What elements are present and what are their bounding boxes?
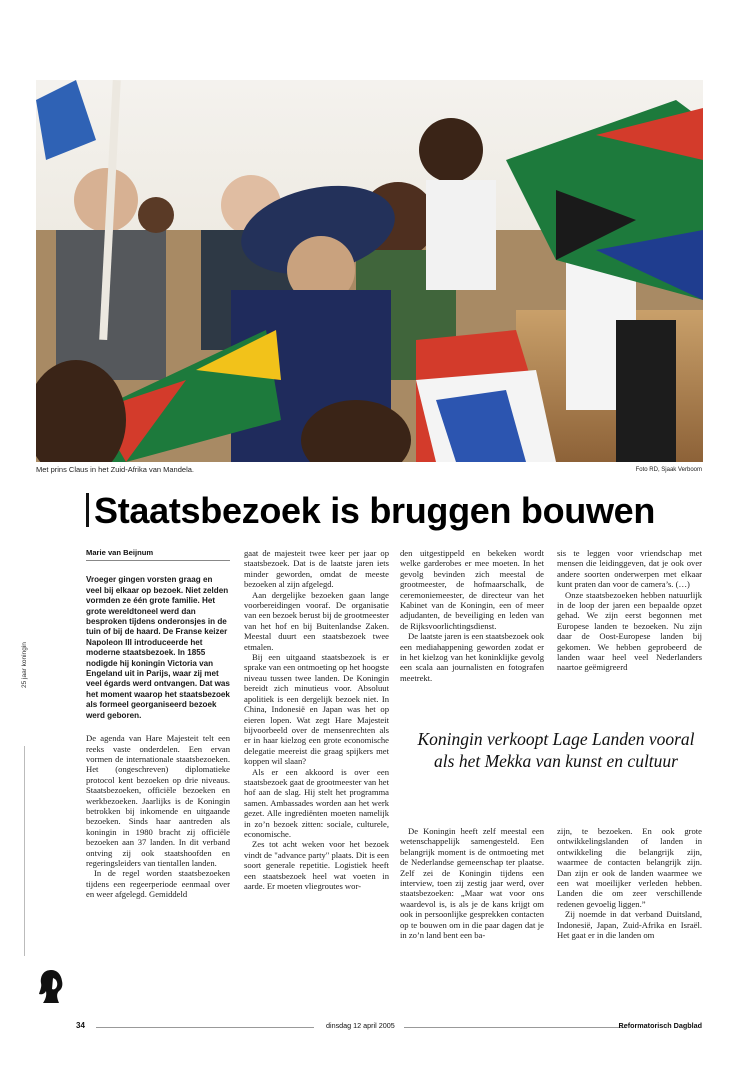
side-rule <box>24 746 25 956</box>
article-intro: Vroeger gingen vorsten graag en veel bij elkaar op bezoek. Niet zelden vormden ze één grote familie. Het grote wereldtoneel werd dan besproken tijdens onderonsjes in de tuin of bij de haard. De Franse keizer Napoleon III introduceerde het moderne staatsbezoek. In 1855 nodigde hij koningin Victoria van Engeland uit in Parijs, waar zij met veel égards werd ontvangen. Dat was het moment waarop het staatsbezoek als formeel georganiseerd bezoek werd geboren. <box>86 575 230 720</box>
article-headline: Staatsbezoek is bruggen bouwen <box>94 490 656 531</box>
paragraph: De agenda van Hare Majesteit telt een reeks vaste onderdelen. Een ervan vormen de internationale staatsbezoeken. Het (ongeschreven) diplomatieke protocol kent bezoeken op drie niveaus. Staatsbezoeken, officiële bezoeken en werkbezoeken. Jaarlijks is de Koningin betrokken bij inkomende en uitgaande bezoeken. Sinds haar aantreden als koningin in 1980 bracht zij officiële bezoeken aan 37 landen. In dit verband ontving zij ook staatshoofden en regeringsleiders van tientallen landen. <box>86 733 230 868</box>
queen-silhouette-icon <box>37 968 69 1004</box>
paragraph: sis te leggen voor vriendschap met mensen die leidinggeven, dat je ook over andere soorten onderwerpen met elkaar kunt praten dan voor de camera’s. (…) <box>557 548 702 590</box>
paragraph: Onze staatsbezoeken hebben natuurlijk in de loop der jaren een bepaalde opzet gehad. We zijn eerst begonnen met Europese landen te bezoeken. Nu zijn daar de Oost-Europese landen bij gekomen. We hebben geprobeerd de landen waar heel veel Nederlanders naartoe geëmigreerd <box>557 589 702 673</box>
column-4-bottom <box>557 826 702 940</box>
paragraph: den uitgestippeld en bekeken wordt welke garderobes er mee moeten. In het gevolg bevinden zich meestal de grootmeester, de hofmaarschalk, de ceremoniemeester, de directeur van het Kabinet van de Koningin, een of meer adjudanten, de beveiliging en leden van de Rijksvoorlichtingsdienst. <box>400 548 544 631</box>
photo-illustration <box>36 80 703 462</box>
photo-caption: Met prins Claus in het Zuid-Afrika van Mandela. <box>36 465 194 474</box>
paragraph: Als er een akkoord is over een staatsbezoek gaat de grootmeester van het hof aan de slag. Hij stelt het programma samen. Ambassades worden aan het werk gezet. Alle ingrediënten moeten namelijk in zo’n bezoek zitten: sociale, culturele, economische. <box>244 766 389 839</box>
section-label: 25 jaar koningin <box>21 642 28 688</box>
footer-date: dinsdag 12 april 2005 <box>326 1021 395 1030</box>
paragraph: Zij noemde in dat verband Duitsland, Indonesië, Japan, Zuid-Afrika en Israël. Het gaat er in die landen om <box>557 909 702 941</box>
paragraph: De laatste jaren is een staatsbezoek ook een mediahappening geworden zodat er in het kielzog van het koninklijke gevolg een scala aan journalisten en fotografen meetrekt. <box>400 631 545 683</box>
paragraph: gaat de majesteit twee keer per jaar op staatsbezoek. Dat is de laatste jaren iets minder geworden, omdat de meeste bezoeken al zijn afgelegd. <box>244 548 389 590</box>
column-2 <box>244 548 389 891</box>
newspaper-name: Reformatorisch Dagblad <box>618 1021 702 1030</box>
column-3-top <box>400 548 544 683</box>
author-byline: Marie van Beijnum <box>86 548 230 561</box>
paragraph: In de regel worden staatsbezoeken tijdens een regeerperiode eenmaal over en weer afgelegd. Gemiddeld <box>86 868 230 900</box>
page-number: 34 <box>76 1021 85 1030</box>
footer-rule-right <box>404 1027 626 1028</box>
pull-quote: Koningin verkoopt Lage Landen vooral als het Mekka van kunst en cultuur <box>417 729 695 771</box>
column-1 <box>86 548 230 900</box>
footer-rule-left <box>96 1027 314 1028</box>
paragraph: zijn, te bezoeken. En ook grote ontwikkelingslanden of landen in ontwikkeling die belangrijk zijn, waarmee de contacten belangrijk zijn. Dan zijn er ook de landen waarmee we een wat moeilijker verleden hebben. Landen die om zeer verschillende redenen gevoelig liggen.” <box>557 826 702 909</box>
paragraph: Zes tot acht weken voor het bezoek vindt de "advance party" plaats. Dit is een soort generale repetitie. Logistiek heeft een staatsbezoek heel wat voeten in aarde. Er moeten vliegroutes wor- <box>244 839 389 891</box>
column-4-top <box>557 548 702 673</box>
paragraph: De Koningin heeft zelf meestal een wetenschappelijk samengesteld. Een belangrijk moment is de ontmoeting met de Nederlandse gemeenschap ter plaatse. Zelf zei de Koningin tijdens een interview, toen zij zestig jaar werd, over staatsbezoeken: „Maar wat voor ons waardevol is, is als je de kans krijgt om ook in persoonlijke gesprekken contacten op te bouwen om in die paar dagen dat je in zo’n land bent een ba- <box>400 826 544 941</box>
paragraph: Aan dergelijke bezoeken gaan lange voorbereidingen vooraf. De organisatie van een bezoek berust bij de grootmeester van het hof en bij Buitenlandse Zaken. Meestal duurt een staatsbezoek twee etmalen. <box>244 589 389 652</box>
news-photo <box>36 80 703 462</box>
column-3-bottom <box>400 826 544 940</box>
headline-bar <box>86 493 89 527</box>
paragraph: Bij een uitgaand staatsbezoek is er sprake van een ontmoeting op het hoogste niveau tussen twee landen. De Koningin bereidt zich minutieus voor. Absoluut apolitiek is een dergelijk bezoek niet. In China, Indonesië en Japan was het op eieren lopen. Wat zegt Hare Majesteit bijvoorbeeld over de mensenrechten als er in haar kielzog een grote economische delegatie meereist die graag spijkers met koppen wil slaan? <box>244 652 389 767</box>
photo-credit: Foto RD, Sjaak Verboom <box>635 467 702 473</box>
